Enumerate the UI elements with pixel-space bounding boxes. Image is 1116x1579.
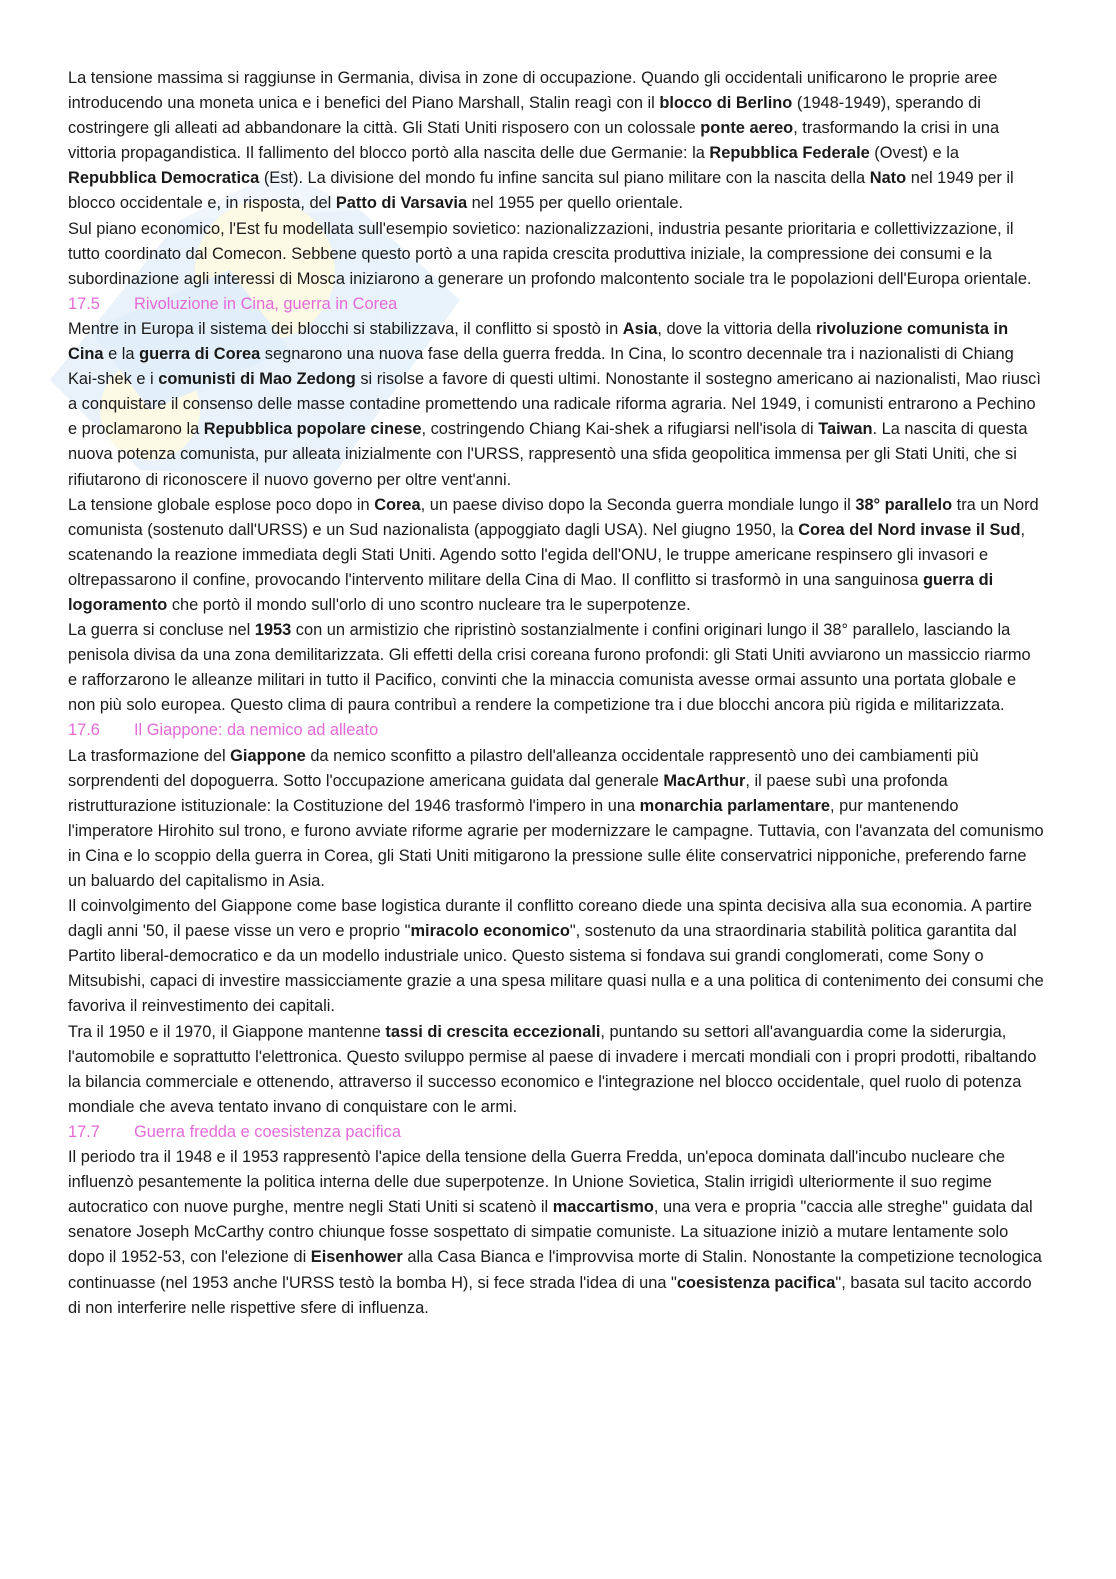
text-run: e la (103, 345, 140, 364)
bold-term: guerra di logoramento (68, 570, 994, 614)
text-run: alla Casa Bianca e l'improvvisa morte di Stalin. Nonostante la competizione tecnologica continuasse (nel 1953 anche l'URSS testò la bomba H), si fece strada l'idea di una " (68, 1248, 1042, 1292)
text-run: tra un Nord comunista (sostenuto dall'URSS) e un Sud nazionalista (appoggiato dagli USA). Nel giugno 1950, la (68, 495, 1039, 539)
text-run: Il coinvolgimento del Giappone come base logistica durante il conflitto coreano diede una spinta decisiva alla sua economia. A partire dagli anni '50, il paese visse un vero e proprio " (68, 897, 1032, 941)
body-paragraph (68, 493, 1044, 618)
text-run: . La nascita di questa nuova potenza comunista, pur alleata inizialmente con l'URSS, rappresentò una sfida geopolitica immensa per gli Stati Uniti, che si rifiutarono di riconoscere il nuovo governo per oltre vent'anni. (68, 420, 1028, 489)
text-run: (Est). La divisione del mondo fu infine sancita sul piano militare con la nascita della (259, 169, 870, 188)
section-heading (68, 292, 1044, 317)
bold-term: ponte aereo (700, 119, 794, 138)
text-run: (1948-1949), sperando di costringere gli alleati ad abbandonare la città. Gli Stati Uniti risposero con un colossale (68, 94, 981, 138)
bold-term: Asia (622, 319, 658, 338)
text-run: , una vera e propria "caccia alle streghe" guidata dal senatore Joseph McCarthy contro chiunque fosse sospettato di simpatie comuniste. La situazione iniziò a mutare lentamente solo dopo il 1952-53, con l'elezione di (68, 1198, 1033, 1267)
bold-term: Giappone (230, 746, 306, 765)
bold-term: Repubblica Democratica (68, 169, 260, 188)
text-run: ", basata sul tacito accordo di non interferire nelle rispettive sfere di influenza. (68, 1273, 1032, 1317)
bold-term: miracolo economico (410, 922, 570, 941)
text-run: , il paese subì una profonda ristrutturazione istituzionale: la Costituzione del 1946 trasformò l'impero in una (68, 771, 948, 815)
section-title: Il Giappone: da nemico ad alleato (134, 721, 379, 740)
section-number: 17.7 (68, 1122, 100, 1141)
body-paragraph (68, 1020, 1044, 1120)
section-title: Rivoluzione in Cina, guerra in Corea (134, 294, 398, 313)
text-run: , dove la vittoria della (657, 319, 816, 338)
body-paragraph (68, 1145, 1044, 1321)
text-run: (Ovest) e la (869, 144, 960, 163)
bold-term: Corea (374, 495, 421, 514)
body-paragraph (68, 744, 1044, 895)
section-heading (68, 718, 1044, 743)
body-paragraph (68, 894, 1044, 1019)
bold-term: MacArthur (663, 771, 746, 790)
text-run: nel 1949 per il blocco occidentale e, in risposta, del (68, 169, 1014, 213)
bold-term: Repubblica Federale (709, 144, 870, 163)
bold-term: maccartismo (552, 1198, 654, 1217)
text-run: da nemico sconfitto a pilastro dell'alleanza occidentale rappresentò uno dei cambiamenti più sorprendenti del dopoguerra. Sotto l'occupazione americana guidata dal generale (68, 746, 979, 790)
text-run: nel 1955 per quello orientale. (467, 194, 684, 213)
bold-term: guerra di Corea (139, 345, 261, 364)
bold-term: 1953 (254, 621, 292, 640)
bold-term: coesistenza pacifica (676, 1273, 836, 1292)
text-run: La trasformazione del (68, 746, 231, 765)
body-paragraph (68, 618, 1044, 718)
text-run: La tensione globale esplose poco dopo in (68, 495, 375, 514)
bold-term: rivoluzione comunista in Cina (68, 319, 1009, 364)
text-run: , un paese diviso dopo la Seconda guerra mondiale lungo il (420, 495, 856, 514)
bold-term: Patto di Varsavia (335, 194, 468, 213)
bold-term: 38° parallelo (855, 495, 953, 514)
text-run: Sul piano economico, l'Est fu modellata sull'esempio sovietico: nazionalizzazioni, industria pesante prioritaria e collettivizzazione, il tutto coordinato dal Comecon. Sebbene questo portò a una rapida crescita produttiva iniziale, la compressione dei consumi e la subordinazione agli interessi di Mosca iniziarono a generare un profondo malcontento sociale tra le popolazioni dell'Europa orientale. (68, 219, 1032, 288)
section-heading (68, 1120, 1044, 1145)
bold-term: monarchia parlamentare (639, 796, 831, 815)
text-run: si risolse a favore di questi ultimi. Nonostante il sostegno americano ai nazionalisti, Mao riuscì a conquistare il consenso delle masse contadine promettendo una radicale riforma agraria. Nel 1949, i comunisti entrarono a Pechino e proclamarono la (68, 370, 1041, 439)
text-run: , puntando su settori all'avanguardia come la siderurgia, l'automobile e soprattutto l'elettronica. Questo sviluppo permise al paese di invadere i mercati mondiali con i propri prodotti, ribaltando la bilancia commerciale e ottenendo, attraverso il successo economico e l'integrazione nel blocco occidentale, quel ruolo di potenza mondiale che aveva tentato invano di conquistare con le armi. (68, 1022, 1037, 1116)
text-run: ", sostenuto da una straordinaria stabilità politica garantita dal Partito liberal-democratico e da un modello industriale unico. Questo sistema si fondava sui grandi conglomerati, come Sony o Mitsubishi, capaci di investire massicciamente grazie a una spesa militare quasi nulla e a una politica di contenimento dei consumi che favoriva il reinvestimento dei capitali. (68, 922, 1044, 1016)
body-paragraph (68, 217, 1044, 292)
section-title: Guerra fredda e coesistenza pacifica (134, 1122, 401, 1141)
text-run: con un armistizio che ripristinò sostanzialmente i confini originari lungo il 38° parallelo, lasciando la penisola divisa da una zona demilitarizzata. Gli effetti della crisi coreana furono profondi: gli Stati Uniti avviarono un massiccio riarmo e rafforzarono le alleanze militari in tutto il Pacifico, convinti che la minaccia comunista avesse ormai assunto una portata globale e non più solo europea. Questo clima di paura contribuì a rendere la competizione tra i due blocchi ancora più rigida e militarizzata. (68, 621, 1031, 715)
bold-term: Corea del Nord invase il Sud (798, 520, 1021, 539)
text-run: che portò il mondo sull'orlo di uno scontro nucleare tra le superpotenze. (167, 595, 691, 614)
body-paragraph (68, 66, 1044, 217)
bold-term: tassi di crescita eccezionali (385, 1022, 601, 1041)
document-page (68, 66, 1044, 1321)
text-run: Tra il 1950 e il 1970, il Giappone mantenne (68, 1022, 386, 1041)
section-number: 17.5 (68, 294, 100, 313)
text-run: , costringendo Chiang Kai-shek a rifugiarsi nell'isola di (421, 420, 819, 439)
bold-term: Repubblica popolare cinese (203, 420, 422, 439)
text-run: , trasformando la crisi in una vittoria propagandistica. Il fallimento del blocco portò alla nascita delle due Germanie: la (68, 119, 1000, 163)
text-run: La tensione massima si raggiunse in Germania, divisa in zone di occupazione. Quando gli occidentali unificarono le proprie aree introducendo una moneta unica e i benefici del Piano Marshall, Stalin reagì con il (68, 69, 998, 113)
text-run: Il periodo tra il 1948 e il 1953 rappresentò l'apice della tensione della Guerra Fredda, un'epoca dominata dall'incubo nucleare che influenzò pesantemente la politica interna delle due superpotenze. In Unione Sovietica, Stalin irrigidì ulteriormente il suo regime autocratico con nuove purghe, mentre negli Stati Uniti si scatenò il (68, 1148, 1005, 1217)
bold-term: Eisenhower (310, 1248, 403, 1267)
bold-term: blocco di Berlino (659, 94, 793, 113)
section-number: 17.6 (68, 721, 100, 740)
text-run: Mentre in Europa il sistema dei blocchi si stabilizzava, il conflitto si spostò in (68, 319, 623, 338)
bold-term: Nato (869, 169, 907, 188)
text-run: segnarono una nuova fase della guerra fredda. In Cina, lo scontro decennale tra i nazionalisti di Chiang Kai-shek e i (68, 345, 1014, 389)
text-run: La guerra si concluse nel (68, 621, 255, 640)
text-run: , scatenando la reazione immediata degli Stati Uniti. Agendo sotto l'egida dell'ONU, le truppe americane respinsero gli invasori e oltrepassarono il confine, provocando l'intervento militare della Cina di Mao. Il conflitto si trasformò in una sanguinosa (68, 520, 1026, 589)
body-paragraph (68, 317, 1044, 493)
text-run: , pur mantenendo l'imperatore Hirohito sul trono, e furono avviate riforme agrarie per modernizzare le campagne. Tuttavia, con l'avanzata del comunismo in Cina e lo scoppio della guerra in Corea, gli Stati Uniti mitigarono la pressione sulle élite conservatrici nipponiche, preferendo farne un baluardo del capitalismo in Asia. (68, 796, 1044, 890)
bold-term: comunisti di Mao Zedong (158, 370, 356, 389)
bold-term: Taiwan (818, 420, 873, 439)
